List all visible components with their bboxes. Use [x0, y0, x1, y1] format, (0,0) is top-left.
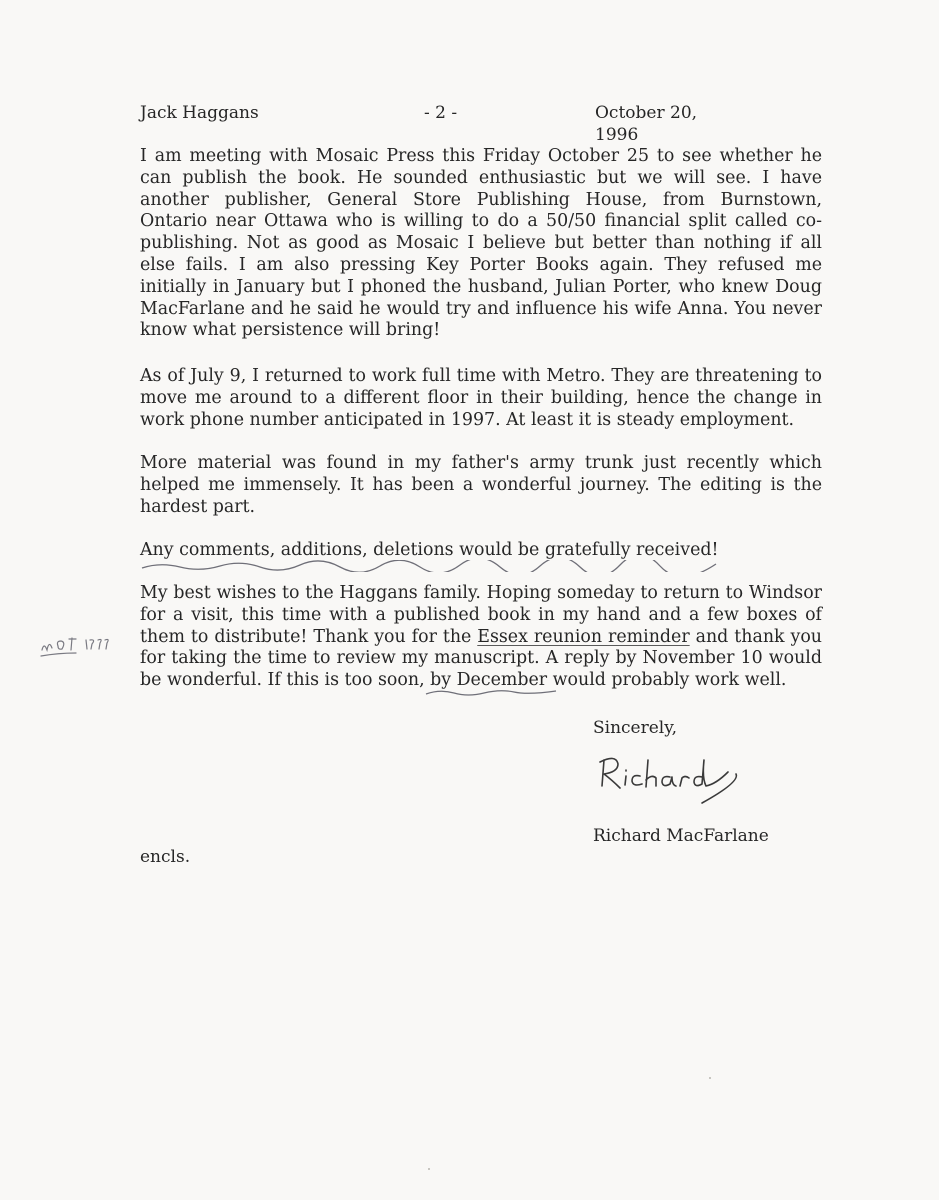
best-wishes-text-2: and thank you for taking the time to review my manuscript. A reply by November 10 would be wonderful. If this is too soon, by December would probably work well.	[140, 626, 822, 691]
handwritten-signature	[590, 748, 760, 810]
signer-name: Richard MacFarlane	[593, 826, 769, 846]
paper-speck	[709, 1077, 711, 1079]
letter-date: October 20, 1996	[595, 103, 698, 145]
closing-salutation: Sincerely,	[593, 718, 677, 738]
paragraph-work: As of July 9, I returned to work full time with Metro. They are threatening to move me around to a different floor in their building, hence the change in work phone number anticipated in 1997. At least it is steady employment.	[140, 366, 822, 430]
enclosures-note: encls.	[140, 847, 191, 867]
letter-header	[140, 102, 740, 145]
underlined-phrase: Essex reunion reminder	[477, 626, 690, 647]
paragraph-request-comments: Any comments, additions, deletions would be gratefully received!	[140, 540, 719, 560]
page-number: - 2 -	[424, 103, 458, 123]
recipient-name: Jack Haggans	[140, 103, 259, 123]
best-wishes-text-1: My best wishes to the Haggans family. Hoping someday to return to Windsor for a visit, this time with a published book in my hand and a few boxes of them to distribute! Thank you for the	[140, 583, 822, 647]
handwritten-underline	[140, 560, 720, 572]
paper-speck	[428, 1168, 430, 1170]
paragraph-publishing: I am meeting with Mosaic Press this Friday October 25 to see whether he can publish the book. He sounded enthusiastic but we will see. I have another publisher, General Store Publishing House, from Burnstown, Ontario near Ottawa who is willing to do a 50/50 financial split called co-publishing. Not as good as Mosaic I believe but better than nothing if all else fails. I am also pressing Key Porter Books again. They refused me initially in January but I phoned the husband, Julian Porter, who knew Doug MacFarlane and he said he would try and influence his wife Anna. You never know what persistence will bring!	[140, 146, 822, 341]
margin-annotation-handwriting	[36, 628, 128, 662]
paragraph-army-trunk: More material was found in my father's army trunk just recently which helped me immensely. It has been a wonderful journey. The editing is the hardest part.	[140, 453, 822, 517]
handwritten-underline-december	[424, 688, 558, 698]
paragraph-best-wishes	[140, 583, 822, 692]
